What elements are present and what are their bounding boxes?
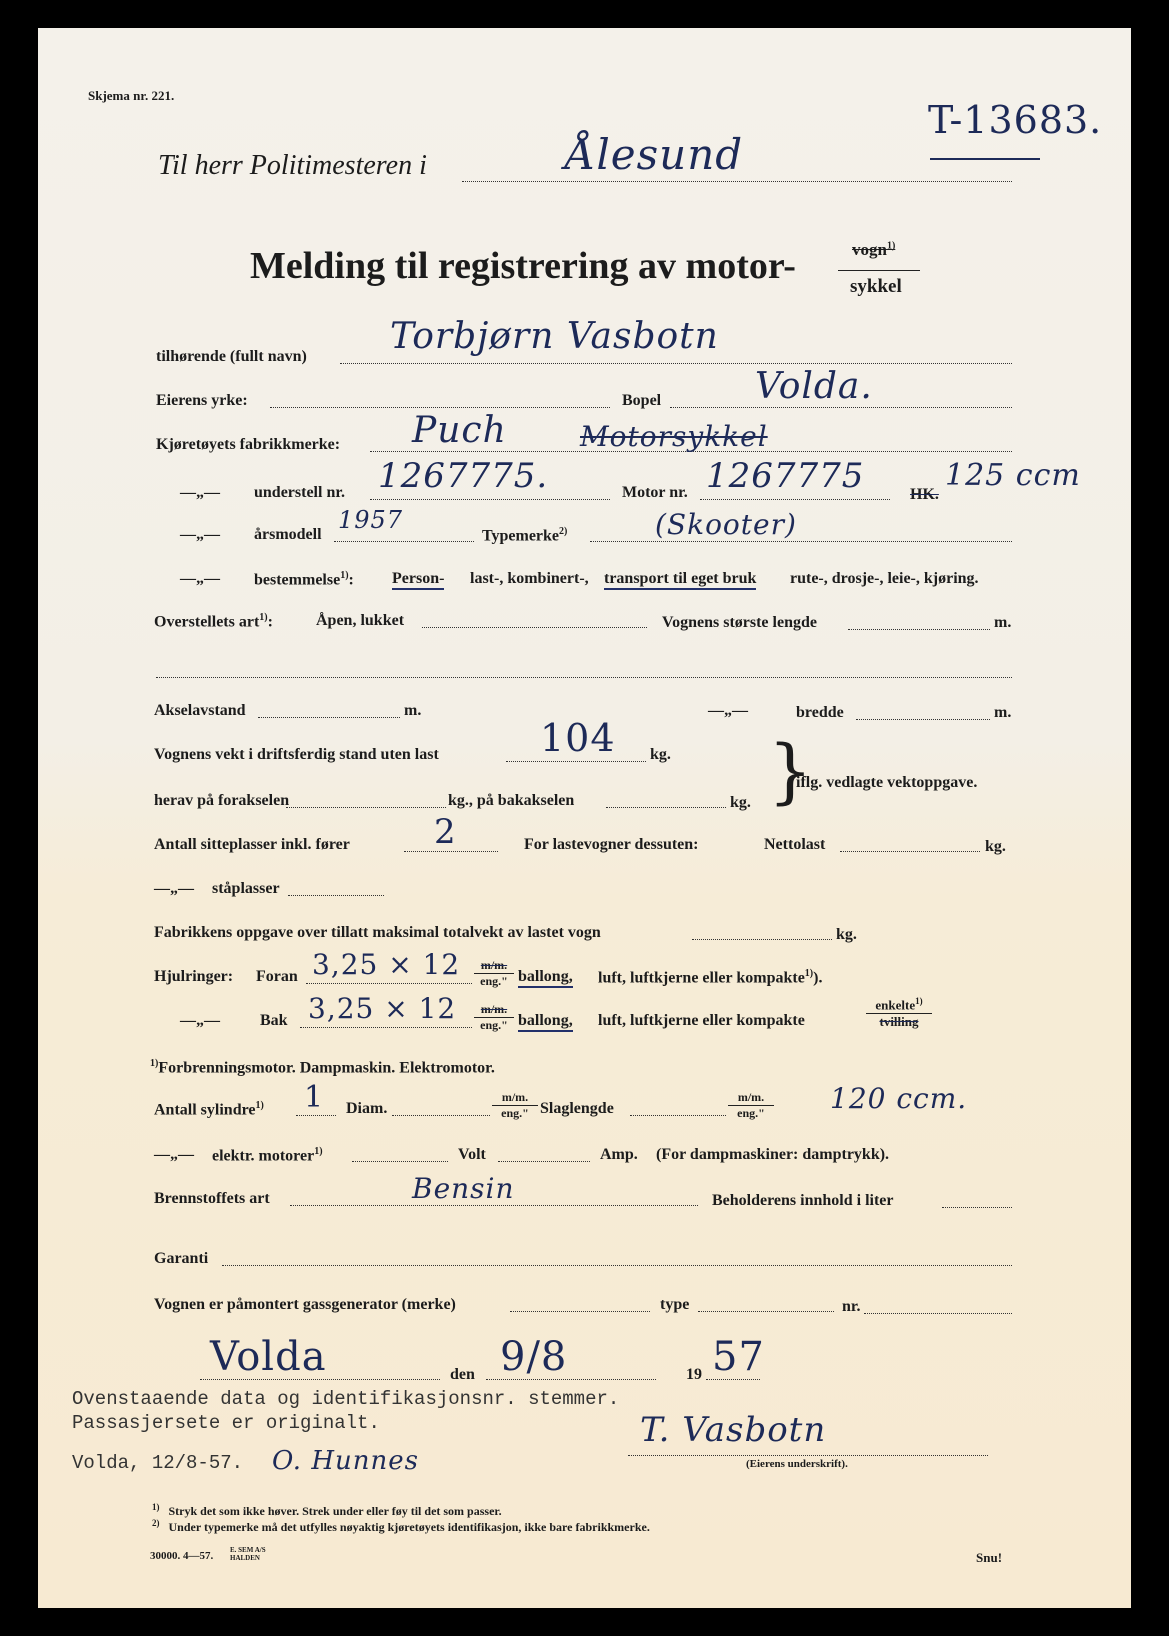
guarantee-label: Garanti [154,1250,209,1267]
elec-motors-line [352,1160,448,1162]
year-value: 1957 [338,506,404,534]
cargo-label: For lastevogner dessuten: [524,836,699,853]
city-value: Ålesund [565,130,744,179]
steam-note: (For dampmaskiner: damptrykk). [656,1146,890,1163]
gas-label: Vognen er påmontert gassgenerator (merke) [154,1296,456,1313]
occupation-label: Eierens yrke: [156,392,248,409]
stroke-line [630,1114,726,1116]
gas-nr-label: nr. [842,1298,861,1315]
reference-number: T-13683. [928,98,1103,142]
body-extra-line [156,676,1012,678]
chassis-label: understell nr. [254,484,345,501]
rear-tire-label: Bak [260,1012,288,1029]
net-load-unit: kg. [985,838,1006,855]
rear-tire-value: 3,25 × 12 [308,992,457,1025]
year-label: årsmodell [254,526,322,543]
guarantee-line [222,1264,1012,1266]
max-weight-label: Fabrikkens oppgave over tillatt maksimal totalvekt av lastet vogn [154,924,601,941]
wheelbase-label: Akselavstand [154,702,246,719]
gas-line [510,1310,650,1312]
standing-line [288,894,384,896]
weight-unit: kg. [650,746,671,763]
tank-label: Beholderens innhold i liter [712,1192,894,1209]
ditto-elec: —„— [154,1146,194,1163]
make-label: Kjøretøyets fabrikkmerke: [156,436,341,453]
fuel-label: Brennstoffets art [154,1190,270,1207]
weight-value: 104 [540,716,616,760]
make-struck-value: Motorsykkel [580,420,768,453]
standing-label: ståplasser [212,880,280,897]
owner-name-label: tilhørende (fullt navn) [156,348,307,365]
rear-tire-balloon: ballong, [518,1012,573,1032]
volt-label: Volt [458,1146,486,1163]
volt-line [498,1160,590,1162]
weight-line [506,760,646,762]
hk-value: 125 ccm [945,458,1081,493]
hk-label: HK. [910,486,939,503]
owner-signature-caption: (Eierens underskrift). [746,1458,848,1470]
owner-signature-line [628,1454,988,1456]
schema-number: Skjema nr. 221. [88,88,175,103]
ditto-chassis: —„— [180,484,220,501]
max-weight-unit: kg. [836,926,857,943]
type-value: (Skooter) [655,508,797,541]
make-value: Puch [412,410,507,451]
wheelbase-line [258,716,400,718]
residence-value: Volda. [755,366,873,407]
typed-verification-line2: Passasjersete er originalt. [72,1412,380,1434]
date-value: 9/8 [500,1334,568,1380]
reference-underline [930,158,1040,160]
date-den: den [450,1366,475,1383]
title-sykkel: sykkel [850,276,902,297]
cylinders-value: 1 [304,1080,325,1115]
rear-tire-types: luft, luftkjerne eller kompakte [598,1012,805,1029]
net-load-label: Nettolast [764,836,826,853]
body-options: Åpen, lukket [316,612,405,629]
length-line [848,628,990,630]
official-signature: O. Hunnes [272,1446,419,1476]
diam-label: Diam. [346,1100,388,1117]
type-label: Typemerke$^{2)}$ [482,526,568,545]
sign-year-value: 57 [712,1334,765,1380]
ditto-rear-tire: —„— [180,1012,220,1029]
owner-name-value: Torbjørn Vasbotn [390,316,719,357]
ditto-purpose: —„— [180,570,220,587]
occupation-line [270,406,610,408]
elec-motors-label: elektr. motorer$^{1)}$ [212,1146,323,1165]
year-line [334,540,474,542]
tires-label: Hjulringer: [154,968,234,985]
front-tire-value: 3,25 × 12 [312,948,461,981]
motor-label: Motor nr. [622,484,688,501]
max-weight-line [692,938,832,940]
width-unit: m. [994,704,1012,721]
purpose-rest: rute-, drosje-, leie-, kjøring. [790,570,979,587]
weight-brace: } [768,730,813,812]
length-unit: m. [994,614,1012,631]
length-label: Vognens største lengde [662,614,817,631]
title-fraction-line [838,270,920,271]
typed-verification-line3: Volda, 12/8-57. [72,1452,244,1474]
rear-axle-line [606,806,726,808]
amp-label: Amp. [600,1146,638,1163]
rear-axle-unit: kg. [730,794,751,811]
typed-verification-line1: Ovenstaaende data og identifikasjonsnr. stemmer. [72,1388,620,1410]
purpose-label: bestemmelse$^{1)}$: [254,570,354,589]
city-line [462,180,1012,182]
front-tire-unit: m/m. eng." [474,958,514,989]
salutation: Til herr Politimesteren i [158,150,427,181]
wheelbase-unit: m. [404,702,422,719]
owner-signature: T. Vasbotn [640,1410,827,1450]
fuel-value: Bensin [412,1172,515,1205]
owner-name-line [340,362,1012,364]
motor-value: 1267775 [706,456,865,496]
stroke-value: 120 ccm. [830,1082,968,1115]
ditto-width: —„— [708,702,748,719]
front-tire-line [306,982,472,984]
turn-over: Snu! [976,1550,1003,1565]
front-tire-label: Foran [256,968,298,985]
purpose-person: Person- [392,570,444,590]
diam-unit: m/m. eng." [492,1090,538,1121]
body-label: Overstellets art$^{1)}$: [154,612,273,631]
front-axle-label: herav på forakselen [154,792,290,809]
front-tire-types: luft, luftkjerne eller kompakte$^{1)}$). [598,968,823,987]
tank-line [942,1206,1012,1208]
width-label: bredde [796,704,844,721]
form-title: Melding til registrering av motor- [250,245,796,287]
footnote-1: $^{1)}$ Stryk det som ikke høver. Strek under eller føy til det som passer. [152,1502,502,1518]
width-line [856,718,990,720]
seats-value: 2 [434,812,457,852]
ditto-standing: —„— [154,880,194,897]
net-load-line [840,850,980,852]
rear-tire-unit: m/m. eng." [474,1002,514,1033]
gas-type-label: type [660,1296,690,1313]
type-line [590,540,1012,542]
gas-nr-line [864,1312,1012,1314]
front-axle-line [286,806,446,808]
gas-type-line [698,1310,834,1312]
body-line [422,626,647,628]
print-info: 30000. 4—57. [150,1550,214,1562]
seats-label: Antall sitteplasser inkl. fører [154,836,350,853]
tire-mount-options: enkelte$^{1)}$ tvilling [866,996,932,1030]
motor-line [700,498,890,500]
rear-axle-label: kg., på bakakselen [448,792,575,809]
stroke-label: Slaglengde [540,1100,614,1117]
footnote-2: $^{2)}$ Under typemerke må det utfylles nøyaktig kjøretøyets identifikasjon, ikke bare fabrikkmerke. [152,1518,650,1534]
engine-types-footnote: $^{1)}$Forbrenningsmotor. Dampmaskin. Elektromotor. [150,1058,495,1077]
weight-label: Vognens vekt i driftsferdig stand uten last [154,746,439,763]
title-vogn: vogn$^{1)}$ [852,240,896,259]
year-prefix: 19 [686,1366,702,1383]
purpose-transport: transport til eget bruk [604,570,756,590]
chassis-value: 1267775. [378,456,549,496]
diam-line [392,1114,490,1116]
ditto-year: —„— [180,526,220,543]
sign-place: Volda [210,1334,327,1380]
purpose-mid: last-, kombinert-, [470,570,589,587]
stroke-unit: m/m. eng." [728,1090,774,1121]
cylinders-label: Antall sylindre$^{1)}$ [154,1100,264,1119]
rear-tire-line [300,1026,472,1028]
printer-mark: E. SEM A/S HALDEN [230,1546,266,1562]
residence-label: Bopel [622,392,662,409]
chassis-line [370,498,610,500]
sign-place-line [200,1378,440,1380]
front-tire-balloon: ballong, [518,968,573,988]
weight-note: iflg. vedlagte vektoppgave. [796,774,978,791]
